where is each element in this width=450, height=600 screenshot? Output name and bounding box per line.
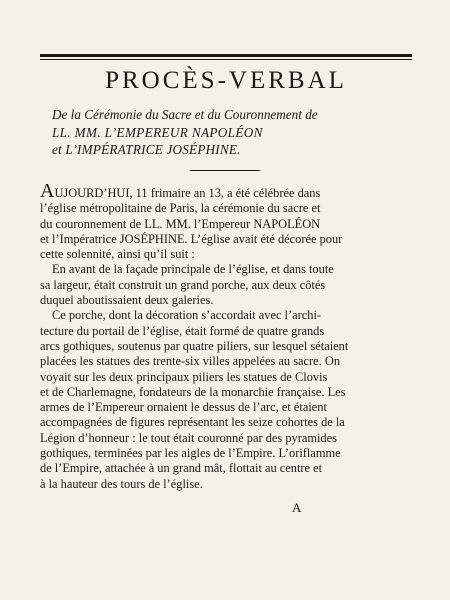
subtitle-line: De la Cérémonie du Sacre et du Couronnement de xyxy=(52,107,318,122)
paragraph-line: duquel aboutissaient deux galeries. xyxy=(40,293,214,308)
paragraph-line: accompagnées de figures représentant les seize cohortes de la xyxy=(40,415,345,430)
paragraph-line: voyait sur les deux principaux piliers les statues de Clovis xyxy=(40,369,328,384)
paragraph-line: à la hauteur des tours de l’église. xyxy=(40,476,203,491)
separator-rule xyxy=(190,170,260,171)
paragraph-line: sa largeur, était construit un grand porche, aux deux côtés xyxy=(40,277,326,292)
opening-line xyxy=(40,180,412,202)
paragraph-line: cette solennité, ainsi qu’il suit : xyxy=(40,247,195,262)
subtitle-line: et L’IMPÉRATRICE JOSÉPHINE. xyxy=(52,142,241,157)
header-rule-thin xyxy=(40,59,412,60)
paragraph-line: gothiques, terminées par les aigles de l’Empire. L’oriflamme xyxy=(40,446,341,461)
paragraph-line: En avant de la façade principale de l’église, et dans toute xyxy=(52,262,334,277)
opening-capital: A xyxy=(40,180,55,202)
paragraph-line: arcs gothiques, soutenus par quatre piliers, sur lesquel sétaient xyxy=(40,338,349,353)
document-subtitle xyxy=(52,106,412,159)
paragraph-line: placées les statues des trente-six villes appelées au sacre. On xyxy=(40,354,341,369)
paragraph-line: Légion d’honneur : le tout était couronné par des pyramides xyxy=(40,430,337,445)
document-body xyxy=(40,180,412,492)
paragraph-line: et de Charlemagne, fondateurs de la monarchie française. Les xyxy=(40,384,346,399)
opening-text: UJOURD’HUI, 11 frimaire an 13, a été célébrée dans xyxy=(54,186,321,200)
paragraph-line: tecture du portail de l’église, était formé de quatre grands xyxy=(40,323,325,338)
paragraph-line: armes de l’Empereur ornaient le dessus de l’arc, et étaient xyxy=(40,400,327,415)
paragraph-line: l’église métropolitaine de Paris, la cérémonie du sacre et xyxy=(40,201,321,216)
paragraph-line: de l’Empire, attachée à un grand mât, flottait au centre et xyxy=(40,461,323,476)
paragraph-line: Ce porche, dont la décoration s’accordait avec l’archi- xyxy=(52,308,322,323)
document-title: PROCÈS-VERBAL xyxy=(105,67,347,94)
signature-mark: A xyxy=(292,500,303,515)
paragraph-line: et l’Impératrice JOSÉPHINE. L’église avait été décorée pour xyxy=(40,231,343,246)
paragraph-line: du couronnement de LL. MM. l’Empereur NAPOLÉON xyxy=(40,216,321,231)
subtitle-line: LL. MM. L’EMPEREUR NAPOLÉON xyxy=(52,124,263,140)
header-rule-thick xyxy=(40,54,412,57)
